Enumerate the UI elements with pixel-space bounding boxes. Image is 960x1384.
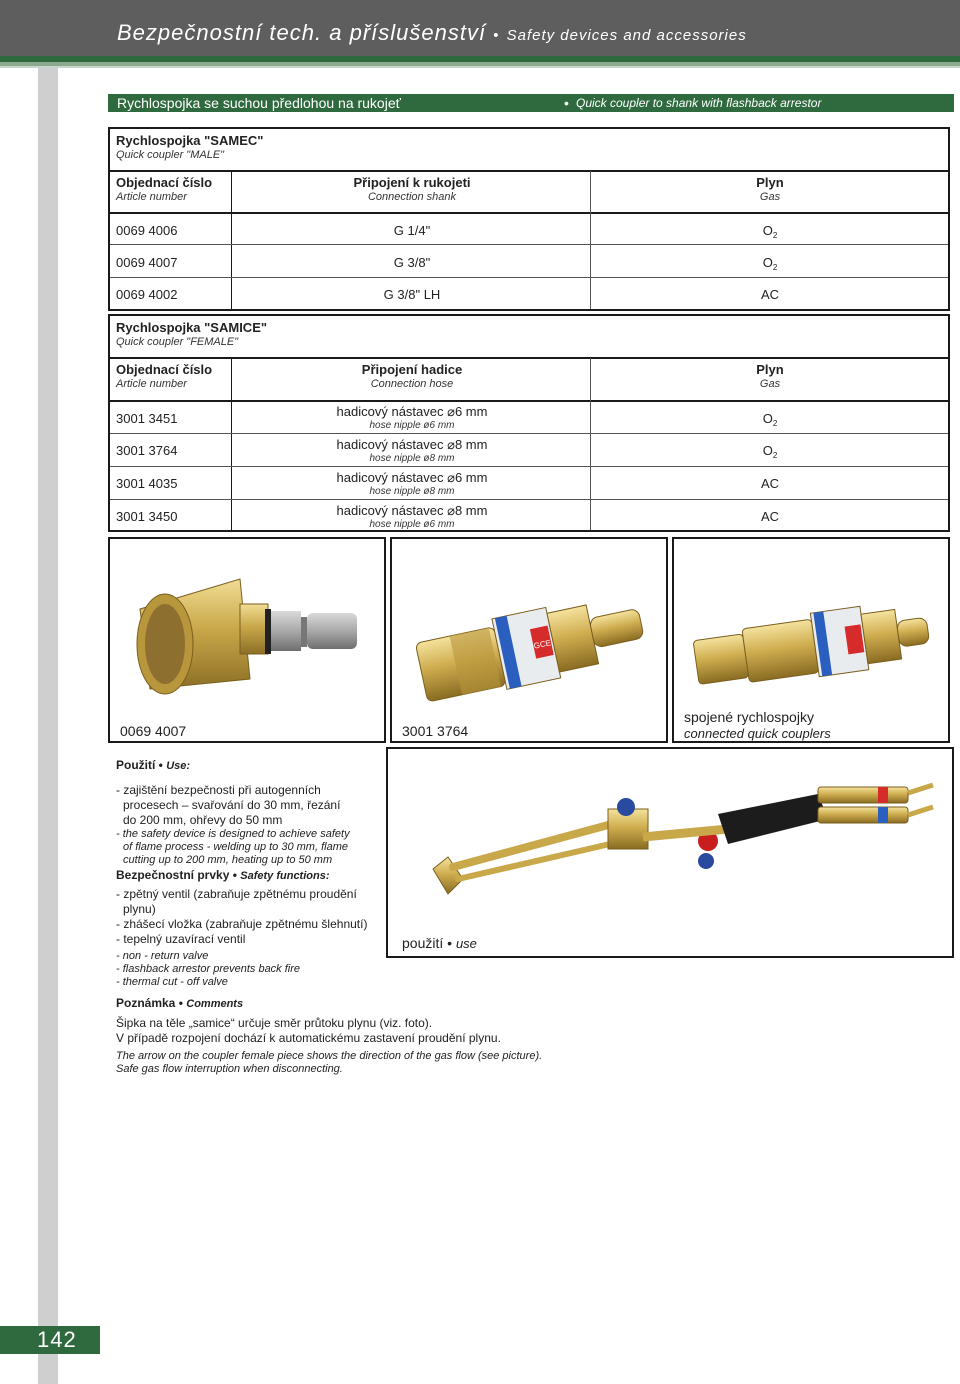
col-header-article: Objednací číslo <box>116 362 213 377</box>
row-divider <box>110 466 948 467</box>
note-line-en: Safe gas flow interruption when disconnecting. <box>116 1063 343 1075</box>
heading-bullet: • <box>178 996 183 1010</box>
table-cell-en: hose nipple ø6 mm <box>369 519 455 530</box>
col-header-connection: Připojení k rukojeti <box>353 175 471 190</box>
divider <box>110 212 948 214</box>
product-image-male-coupler <box>108 537 386 743</box>
table-cell: G 1/4" <box>393 223 431 238</box>
gce-label: GCE <box>532 638 552 651</box>
table-female-title: Rychlospojka "SAMICE" <box>116 320 268 335</box>
gas-symbol: O <box>762 255 773 270</box>
divider <box>110 400 948 402</box>
caption-bullet: • <box>447 935 453 951</box>
use-line-en: - the safety device is designed to achieve safety <box>116 828 350 840</box>
table-male <box>108 127 950 311</box>
section-title-en: Quick coupler to shank with flashback arrestor <box>576 96 822 110</box>
use-line: do 200 mm, ohřevy do 50 mm <box>123 813 283 827</box>
heading-bullet: • <box>158 758 163 772</box>
col-header-connection: Připojení hadice <box>361 362 463 377</box>
header-stripe <box>0 66 960 68</box>
image-caption: 3001 3764 <box>402 723 469 739</box>
safety-line-en: - flashback arrestor prevents back fire <box>116 963 301 975</box>
gas-subscript: 2 <box>772 419 778 428</box>
table-cell: 3001 3450 <box>116 509 178 524</box>
row-divider <box>110 244 948 245</box>
row-divider <box>110 433 948 434</box>
header-title-cz: Bezpečnostní tech. a příslušenství <box>117 20 487 45</box>
section-title-band <box>108 94 954 112</box>
section-title-cz: Rychlospojka se suchou předlohou na rukojeť <box>117 95 401 111</box>
note-line: V případě rozpojení dochází k automatickému zastavení proudění plynu. <box>116 1031 501 1045</box>
product-image-torch-use <box>386 747 954 958</box>
use-heading <box>116 758 381 774</box>
safety-heading <box>116 868 381 884</box>
table-cell-gas <box>761 287 779 304</box>
gas-symbol: AC <box>760 509 780 524</box>
gas-symbol: AC <box>760 287 780 302</box>
table-cell: hadicový nástavec ⌀8 mm <box>336 503 488 518</box>
image-caption-en: connected quick couplers <box>684 726 831 741</box>
table-cell-gas <box>763 255 778 272</box>
use-heading-en: Use: <box>166 760 191 772</box>
table-cell: G 3/8" <box>393 255 431 270</box>
table-cell: 3001 3451 <box>116 411 178 426</box>
table-cell: 3001 4035 <box>116 476 178 491</box>
gas-symbol: AC <box>760 476 780 491</box>
table-cell: 0069 4007 <box>116 255 178 270</box>
col-header-gas: Plyn <box>756 175 784 190</box>
torch-illustration <box>388 749 952 956</box>
row-divider <box>110 277 948 278</box>
safety-heading-en: Safety functions: <box>240 870 330 882</box>
divider <box>231 358 232 530</box>
safety-section <box>116 868 381 989</box>
table-female-subtitle: Quick coupler "FEMALE" <box>116 336 239 348</box>
table-cell: 0069 4006 <box>116 223 178 238</box>
table-cell-gas <box>763 223 778 240</box>
table-cell-en: hose nipple ø8 mm <box>369 453 455 464</box>
col-header-gas-en: Gas <box>759 378 781 390</box>
row-divider <box>110 499 948 500</box>
table-cell-gas <box>763 443 778 460</box>
use-heading-cz: Použití <box>116 758 156 772</box>
use-line-en: of flame process - welding up to 30 mm, flame <box>123 841 348 853</box>
col-header-article: Objednací číslo <box>116 175 213 190</box>
table-cell-gas <box>761 509 779 526</box>
table-cell-en: hose nipple ø6 mm <box>369 420 455 431</box>
gas-symbol: O <box>762 223 773 238</box>
gas-subscript: 2 <box>772 451 778 460</box>
note-heading-en: Comments <box>186 998 244 1010</box>
table-cell: hadicový nástavec ⌀6 mm <box>336 470 488 485</box>
note-heading-cz: Poznámka <box>116 996 176 1010</box>
image-caption <box>402 935 477 951</box>
table-cell: G 3/8" LH <box>383 287 441 302</box>
heading-bullet: • <box>232 868 237 882</box>
col-header-connection-en: Connection shank <box>367 191 457 203</box>
table-cell-en: hose nipple ø8 mm <box>369 486 455 497</box>
safety-line-en: - thermal cut - off valve <box>116 976 228 988</box>
col-header-article-en: Article number <box>116 378 187 390</box>
note-heading <box>116 996 716 1012</box>
use-section <box>116 758 381 867</box>
table-cell: hadicový nástavec ⌀8 mm <box>336 437 488 452</box>
safety-line: - zpětný ventil (zabraňuje zpětnému proudění <box>116 887 357 901</box>
col-header-gas: Plyn <box>756 362 784 377</box>
product-image-female-coupler <box>390 537 668 743</box>
gas-subscript: 2 <box>772 231 778 240</box>
safety-heading-cz: Bezpečnostní prvky <box>116 868 230 882</box>
gas-symbol: O <box>762 443 773 458</box>
header-title-en: Safety devices and accessories <box>506 27 747 44</box>
safety-line-en: - non - return valve <box>116 950 209 962</box>
table-cell-gas <box>761 476 779 493</box>
gas-symbol: O <box>762 411 773 426</box>
female-coupler-illustration <box>392 539 666 741</box>
table-cell: 3001 3764 <box>116 443 178 458</box>
header-bullet: • <box>493 27 500 44</box>
left-margin-bar <box>38 68 58 1384</box>
use-line: procesech – svařování do 30 mm, řezání <box>123 798 341 812</box>
note-line-en: The arrow on the coupler female piece shows the direction of the gas flow (see picture). <box>116 1050 543 1062</box>
table-cell: hadicový nástavec ⌀6 mm <box>336 404 488 419</box>
use-caption-en: use <box>455 936 477 951</box>
male-coupler-illustration <box>110 539 384 741</box>
image-caption: 0069 4007 <box>120 723 187 739</box>
divider <box>110 357 948 359</box>
table-cell: 0069 4002 <box>116 287 178 302</box>
divider <box>590 358 591 530</box>
product-image-connected-couplers <box>672 537 950 743</box>
use-line: - zajištění bezpečnosti při autogenních <box>116 783 321 797</box>
page-header-title <box>117 20 747 46</box>
divider <box>110 170 948 172</box>
note-line: Šipka na těle „samice“ určuje směr průtoku plynu (viz. foto). <box>116 1016 433 1030</box>
safety-line: plynu) <box>123 902 156 916</box>
col-header-gas-en: Gas <box>759 191 781 203</box>
gas-subscript: 2 <box>772 263 778 272</box>
col-header-connection-en: Connection hose <box>370 378 454 390</box>
use-line-en: cutting up to 200 mm, heating up to 50 mm <box>123 854 333 866</box>
use-caption-cz: použití <box>402 935 444 951</box>
divider <box>590 171 591 309</box>
page-number: 142 <box>37 1327 77 1352</box>
divider <box>231 171 232 309</box>
safety-line: - tepelný uzavírací ventil <box>116 932 246 946</box>
page-number-box <box>0 1326 100 1354</box>
col-header-article-en: Article number <box>116 191 187 203</box>
note-section <box>116 996 716 1076</box>
table-male-title: Rychlospojka "SAMEC" <box>116 133 264 148</box>
table-cell-gas <box>763 411 778 428</box>
image-caption: spojené rychlospojky <box>684 709 814 725</box>
table-female <box>108 314 950 532</box>
safety-line: - zhášecí vložka (zabraňuje zpětnému šlehnutí) <box>116 917 368 931</box>
table-male-subtitle: Quick coupler "MALE" <box>116 149 225 161</box>
section-bullet: • <box>564 95 569 111</box>
